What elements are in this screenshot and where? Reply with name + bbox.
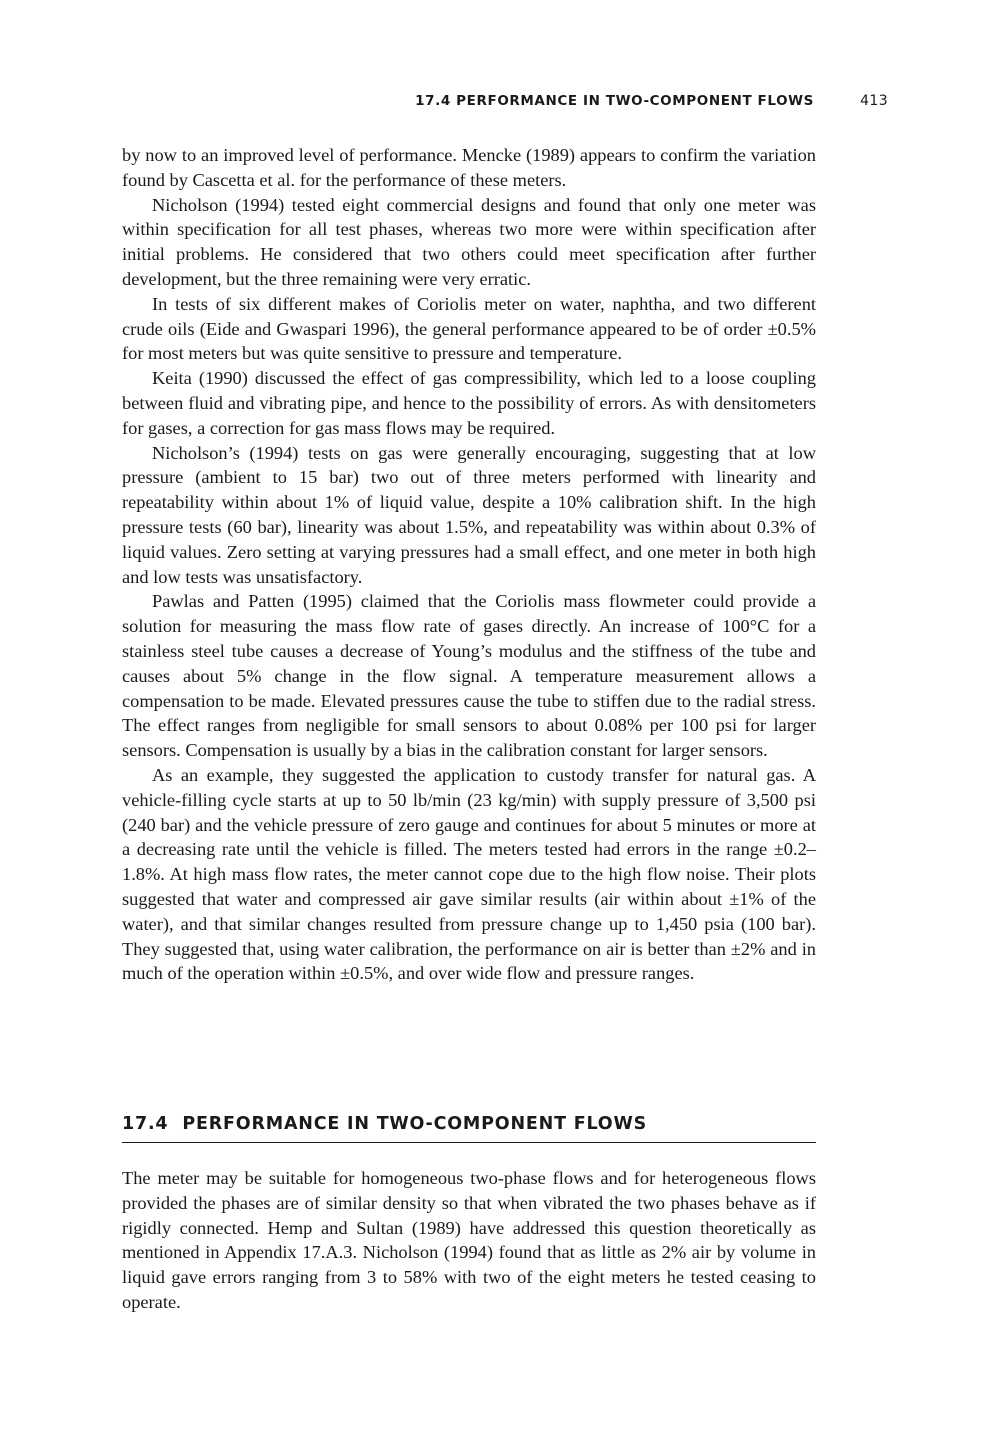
paragraph-pawlas-patten: Pawlas and Patten (1995) claimed that the Coriolis mass flowmeter could provide a solution for measuring the mass flow rate of gases directly. An increase of 100°C for a stainless steel tube causes a decrease of Young’s modulus and the stiffness of the tube and causes about 5% change in the flow signal. A temperature measurement allows a compensation to be made. Elevated pressures cause the tube to stiffen due to the radial stress. The effect ranges from negligible for small sensors to about 0.08% per 100 psi for larger sensors. Compensation is usually by a bias in the calibration constant for larger sensors. (122, 591, 816, 761)
section-heading (122, 1114, 816, 1143)
paragraph-nicholson-tests: Nicholson (1994) tested eight commercial designs and found that only one meter was within specification for all test phases, whereas two more were within specification after initial problems. He considered that two others could meet specification after further development, but the three remaining were very erratic. (122, 194, 816, 289)
body-text (122, 143, 816, 986)
section-paragraph: The meter may be suitable for homogeneous two-phase flows and for heterogeneous flows provided the phases are of similar density so that when vibrated the two phases behave as if rigidly connected. Hemp and Sultan (1989) have addressed this question theoretically as mentioned in Appendix 17.A.3. Nicholson (1994) found that as little as 2% air by volume in liquid gave errors ranging from 3 to 58% with two of the eight meters he tested ceasing to operate. (122, 1168, 816, 1312)
paragraph-gas-tests: Nicholson’s (1994) tests on gas were generally encouraging, suggesting that at low pressure (ambient to 15 bar) two out of three meters performed with linearity and repeatability within about 1% of liquid value, despite a 10% calibration shift. In the high pressure tests (60 bar), linearity was about 1.5%, and repeatability was within about 0.3% of liquid values. Zero setting at varying pressures had a small effect, and one meter in both high and low tests was unsatisfactory. (122, 442, 816, 587)
paragraph-keita: Keita (1990) discussed the effect of gas compressibility, which led to a loose coupling between fluid and vibrating pipe, and hence to the possibility of errors. As with densitometers for gases, a correction for gas mass flows may be required. (122, 368, 816, 438)
paragraph-custody-transfer: As an example, they suggested the application to custody transfer for natural gas. A vehicle-filling cycle starts at up to 50 lb/min (23 kg/min) with supply pressure of 3,500 psi (240 bar) and the vehicle pressure of zero gauge and continues for about 5 minutes or more at a decreasing rate until the vehicle is filled. The meters tested had errors in the range ±0.2–1.8%. At high mass flow rates, the meter cannot cope due to the high flow noise. Their plots suggested that water and compressed air gave similar results (air within about ±1% of the water), and that similar changes resulted from pressure change up to 1,450 psia (100 bar). They suggested that, using water calibration, the performance on air is better than ±2% and in much of the operation within ±0.5%, and over wide flow and pressure ranges. (122, 764, 816, 984)
page-number: 413 (860, 93, 888, 109)
running-header (122, 93, 888, 113)
running-title: 17.4 PERFORMANCE IN TWO-COMPONENT FLOWS (415, 93, 814, 109)
section-number: 17.4 (122, 1114, 169, 1134)
section-title: PERFORMANCE IN TWO-COMPONENT FLOWS (182, 1114, 647, 1134)
section-body (122, 1166, 816, 1315)
paragraph-continuation: by now to an improved level of performance. Mencke (1989) appears to confirm the variation found by Cascetta et al. for the performance of these meters. (122, 145, 816, 190)
paragraph-six-makes: In tests of six different makes of Coriolis meter on water, naphtha, and two different crude oils (Eide and Gwaspari 1996), the general performance appeared to be of order ±0.5% for most meters but was quite sensitive to pressure and temperature. (122, 293, 816, 364)
